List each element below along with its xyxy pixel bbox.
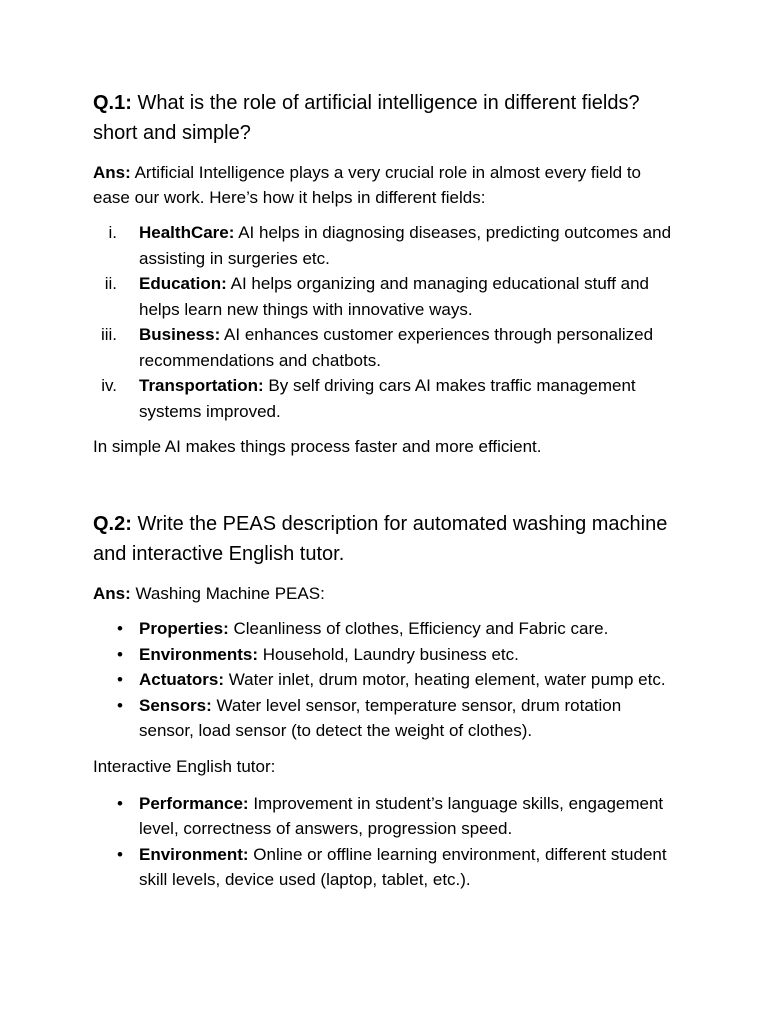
question-2-text: Write the PEAS description for automated washing machine and interactive English tutor.	[93, 513, 668, 565]
question-2-label: Q.2:	[93, 513, 132, 535]
question-1-text: What is the role of artificial intelligence in different fields? short and simple?	[93, 92, 640, 144]
list-item	[93, 693, 676, 744]
list-text: Improvement in student’s language skills, engagement level, correctness of answers, progression speed.	[139, 793, 664, 838]
answer-1-intro	[93, 160, 676, 210]
answer-1-text: Artificial Intelligence plays a very crucial role in almost every field to ease our work. Here’s how it helps in different fields:	[93, 163, 641, 207]
list-term: Properties:	[139, 619, 229, 638]
list-marker: i.	[108, 223, 117, 242]
list-term: Actuators:	[139, 670, 225, 689]
list-term: Sensors:	[139, 695, 212, 715]
list-marker: iii.	[100, 325, 117, 344]
bullet-marker: •	[117, 644, 123, 664]
list-text: Household, Laundry business etc.	[258, 644, 519, 664]
question-1-label: Q.1:	[93, 92, 132, 114]
list-term: Environments:	[139, 644, 259, 664]
section-spacer	[93, 471, 676, 509]
question-2	[93, 509, 676, 569]
bullet-marker: •	[117, 619, 123, 638]
list-term: Business:	[139, 325, 221, 344]
list-text: Cleanliness of clothes, Efficiency and Fabric care.	[228, 619, 609, 638]
list-marker: ii.	[104, 274, 117, 293]
washing-machine-peas-list	[93, 616, 676, 744]
list-text: Online or offline learning environment, different student skill levels, device used (laptop, tablet, etc.).	[139, 844, 667, 889]
list-text: AI helps in diagnosing diseases, predicting outcomes and assisting in surgeries etc.	[139, 223, 672, 268]
list-item	[93, 667, 676, 693]
list-item	[93, 373, 676, 424]
list-text: By self driving cars AI makes traffic management systems improved.	[139, 376, 636, 421]
list-text: AI enhances customer experiences through personalized recommendations and chatbots.	[139, 325, 654, 370]
list-item	[93, 271, 676, 322]
bullet-marker: •	[117, 844, 123, 864]
list-item	[93, 616, 676, 642]
question-1	[93, 88, 676, 148]
answer-2-label: Ans:	[93, 584, 131, 603]
list-term: HealthCare:	[139, 223, 235, 242]
bullet-marker: •	[117, 670, 123, 689]
list-term: Environment:	[139, 844, 249, 864]
list-term: Performance:	[139, 793, 249, 813]
answer-2-intro	[93, 581, 676, 606]
bullet-marker: •	[117, 793, 123, 813]
list-item	[93, 220, 676, 271]
list-marker: iv.	[101, 376, 117, 395]
list-text: Water level sensor, temperature sensor, drum rotation sensor, load sensor (to detect the weight of clothes).	[139, 695, 622, 740]
answer-1-label: Ans:	[93, 163, 131, 182]
list-text: Water inlet, drum motor, heating element, water pump etc.	[224, 670, 666, 689]
list-item	[93, 642, 676, 668]
list-item	[93, 842, 676, 893]
fields-list	[93, 220, 676, 424]
list-term: Education:	[139, 274, 227, 293]
list-term: Transportation:	[139, 376, 264, 395]
list-text: AI helps organizing and managing educational stuff and helps learn new things with innovative ways.	[139, 274, 650, 319]
english-tutor-peas-list	[93, 791, 676, 893]
answer-1-conclusion: In simple AI makes things process faster and more efficient.	[93, 437, 542, 456]
answer-2-text: Washing Machine PEAS:	[130, 584, 325, 603]
tutor-heading: Interactive English tutor:	[93, 756, 276, 776]
bullet-marker: •	[117, 695, 123, 715]
list-item	[93, 791, 676, 842]
list-item	[93, 322, 676, 373]
